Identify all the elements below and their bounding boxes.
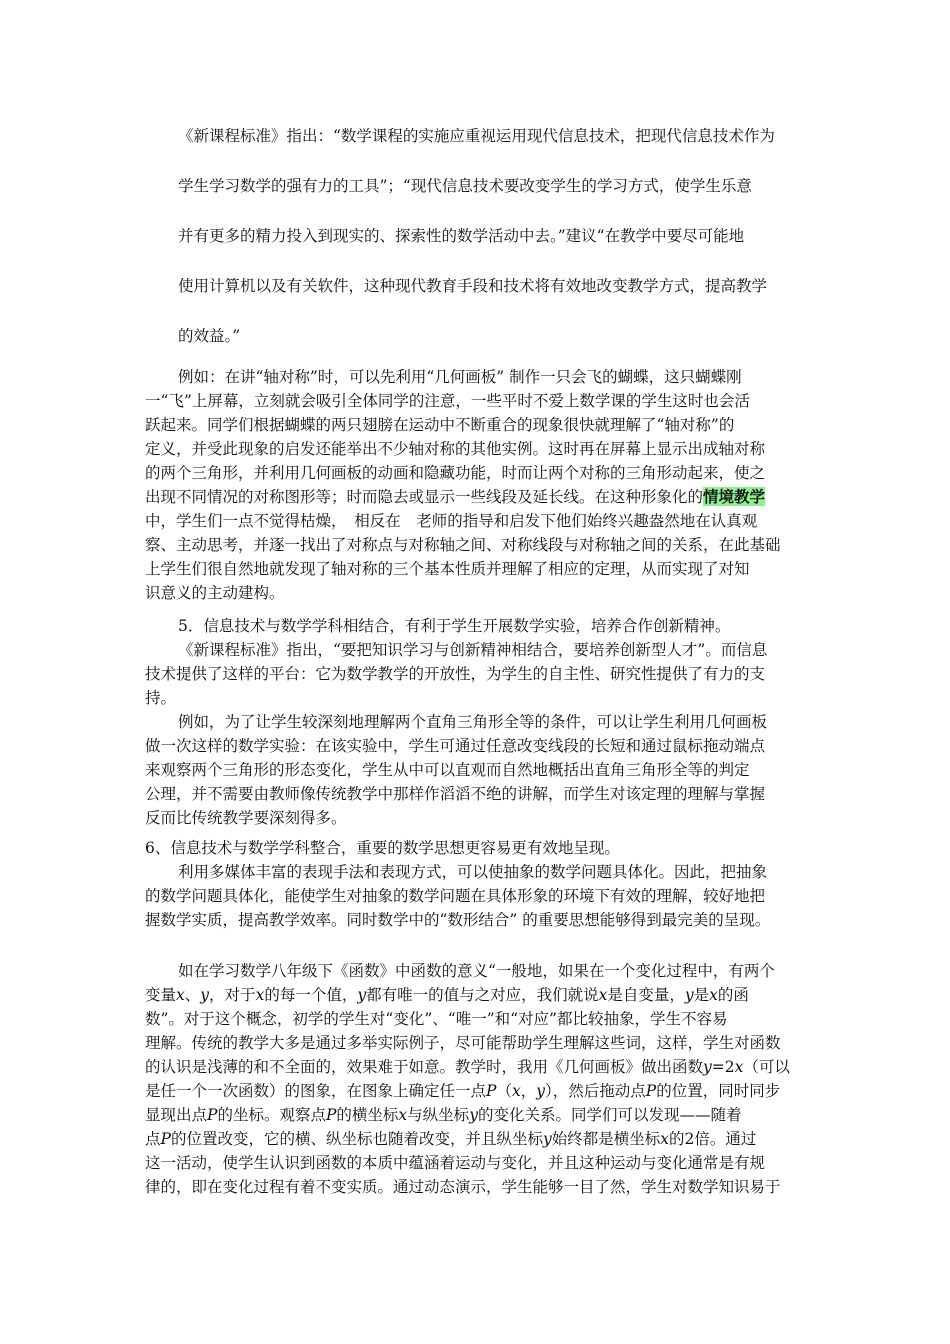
text-line: 定义，并受此现象的启发还能举出不少轴对称的其他实例。这时再在屏幕上显示出成轴对称	[145, 440, 766, 458]
text-line: 如在学习数学八年级下《函数》中函数的意义“一般地，如果在一个变化过程中，有两个	[178, 962, 775, 980]
text-line: 中，学生们一点不觉得枯燥， 相反在 老师的指导和启发下他们始终兴趣盎然地在认真观	[145, 512, 758, 530]
text-run: 出现不同情况的对称图形等；时而隐去或显示一些线段及延长线。在这种形象化的	[145, 488, 704, 506]
text-line: 的两个三角形，并利用几何画板的动画和隐藏功能，时而让两个对称的三角形动起来，使之	[145, 464, 766, 482]
text-line: 律的，即在变化过程有着不变实质。通过动态演示，学生能够一目了然，学生对数学知识易于	[145, 1178, 781, 1196]
text-line: 上学生们很自然地就发现了轴对称的三个基本性质并理解了相应的定理，从而实现了对知	[145, 560, 750, 578]
text-line: 技术提供了这样的平台：它为数学教学的开放性，为学生的自主性、研究性提供了有力的支	[145, 665, 766, 683]
text-line: 的效益。”	[178, 327, 241, 345]
text-line: 点P的位置改变，它的横、纵坐标也随着改变，并且纵坐标y始终都是横坐标x的2倍。通过	[145, 1130, 757, 1148]
quote-paragraph	[178, 111, 843, 361]
text-line: 做一次这样的数学实验：在该实验中，学生可通过任意改变线段的长短和通过鼠标拖动端点	[145, 737, 766, 755]
text-line: 的认识是浅薄的和不全面的，效果难于如意。教学时，我用《几何画板》做出函数y=2x（可以	[145, 1058, 790, 1076]
section-heading: 6、信息技术与数学学科整合，重要的数学思想更容易更有效地呈现。	[145, 839, 620, 857]
text-line: 例如，为了让学生较深刻地理解两个直角三角形全等的条件，可以让学生利用几何画板	[178, 713, 768, 731]
text-line: 并有更多的精力投入到现实的、探索性的数学活动中去。”建议“在教学中要尽可能地	[178, 227, 745, 245]
text-line: 《新课程标准》指出，“要把知识学习与创新精神相结合，要培养创新型人才”。而信息	[178, 641, 768, 659]
text-line: 显现出点P的坐标。观察点P的横坐标x与纵坐标y的变化关系。同学们可以发现——随着	[145, 1106, 742, 1124]
text-line: 跃起来。同学们根据蝴蝶的两只翅膀在运动中不断重合的现象很快就理解了“轴对称”的	[145, 416, 735, 434]
text-line: 反而比传统教学要深刻得多。	[145, 809, 347, 827]
text-line: 《新课程标准》指出：“数学课程的实施应重视运用现代信息技术，把现代信息技术作为	[178, 127, 775, 145]
text-line: 数”。对于这个概念，初学的学生对“变化”、“唯一”和“对应”都比较抽象，学生不容易	[145, 1010, 728, 1028]
text-line	[145, 485, 810, 509]
text-line: 察、主动思考，并逐一找出了对称点与对称轴之间、对称线段与对称轴之间的关系，在此基础	[145, 536, 781, 554]
text-line: 使用计算机以及有关软件，这种现代教育手段和技术将有效地改变教学方式，提高教学	[178, 277, 768, 295]
text-line: 例如：在讲“轴对称”时，可以先利用“几何画板” 制作一只会飞的蝴蝶，这只蝴蝶刚	[178, 368, 742, 386]
section-6	[145, 836, 810, 932]
section-heading: 5．信息技术与数学学科相结合，有利于学生开展数学实验，培养合作创新精神。	[178, 617, 731, 635]
text-line: 利用多媒体丰富的表现手法和表现方式，可以使抽象的数学问题具体化。因此，把抽象	[178, 863, 768, 881]
highlighted-term: 情境教学	[703, 487, 766, 506]
text-line: 握数学实质，提高教学效率。同时数学中的“数形结合” 的重要思想能够得到最完美的呈现。	[145, 911, 771, 929]
text-line: 来观察两个三角形的形态变化，学生从中可以直观而自然地概括出直角三角形全等的判定	[145, 761, 750, 779]
text-line: 是任一个一次函数）的图象，在图象上确定任一点P（x，y），然后拖动点P的位置，同时同步	[145, 1082, 781, 1100]
text-line: 持。	[145, 689, 177, 707]
text-line: 一“飞”上屏幕，立刻就会吸引全体同学的注意，一些平时不爱上数学课的学生这时也会活	[145, 392, 750, 410]
axis-symmetry-example-paragraph	[145, 365, 810, 605]
section-5	[145, 614, 810, 830]
text-line: 这一活动，使学生认识到函数的本质中蕴涵着运动与变化，并且这种运动与变化通常是有规	[145, 1154, 766, 1172]
text-line: 公理，并不需要由教师像传统教学中那样作滔滔不绝的讲解，而学生对该定理的理解与掌握	[145, 785, 766, 803]
text-line: 理解。传统的教学大多是通过多举实际例子，尽可能帮助学生理解这些词，这样，学生对函数	[145, 1034, 781, 1052]
text-line: 学生学习数学的强有力的工具”；“现代信息技术要改变学生的学习方式，使学生乐意	[178, 177, 752, 195]
text-line: 的数学问题具体化，能使学生对抽象的数学问题在具体形象的环境下有效的理解，较好地把	[145, 887, 766, 905]
text-line: 识意义的主动建构。	[145, 584, 285, 602]
text-line: 变量x、y，对于x的每一个值，y都有唯一的值与之对应，我们就说x是自变量，y是x的函	[145, 986, 749, 1004]
function-example-paragraph	[145, 959, 810, 1199]
